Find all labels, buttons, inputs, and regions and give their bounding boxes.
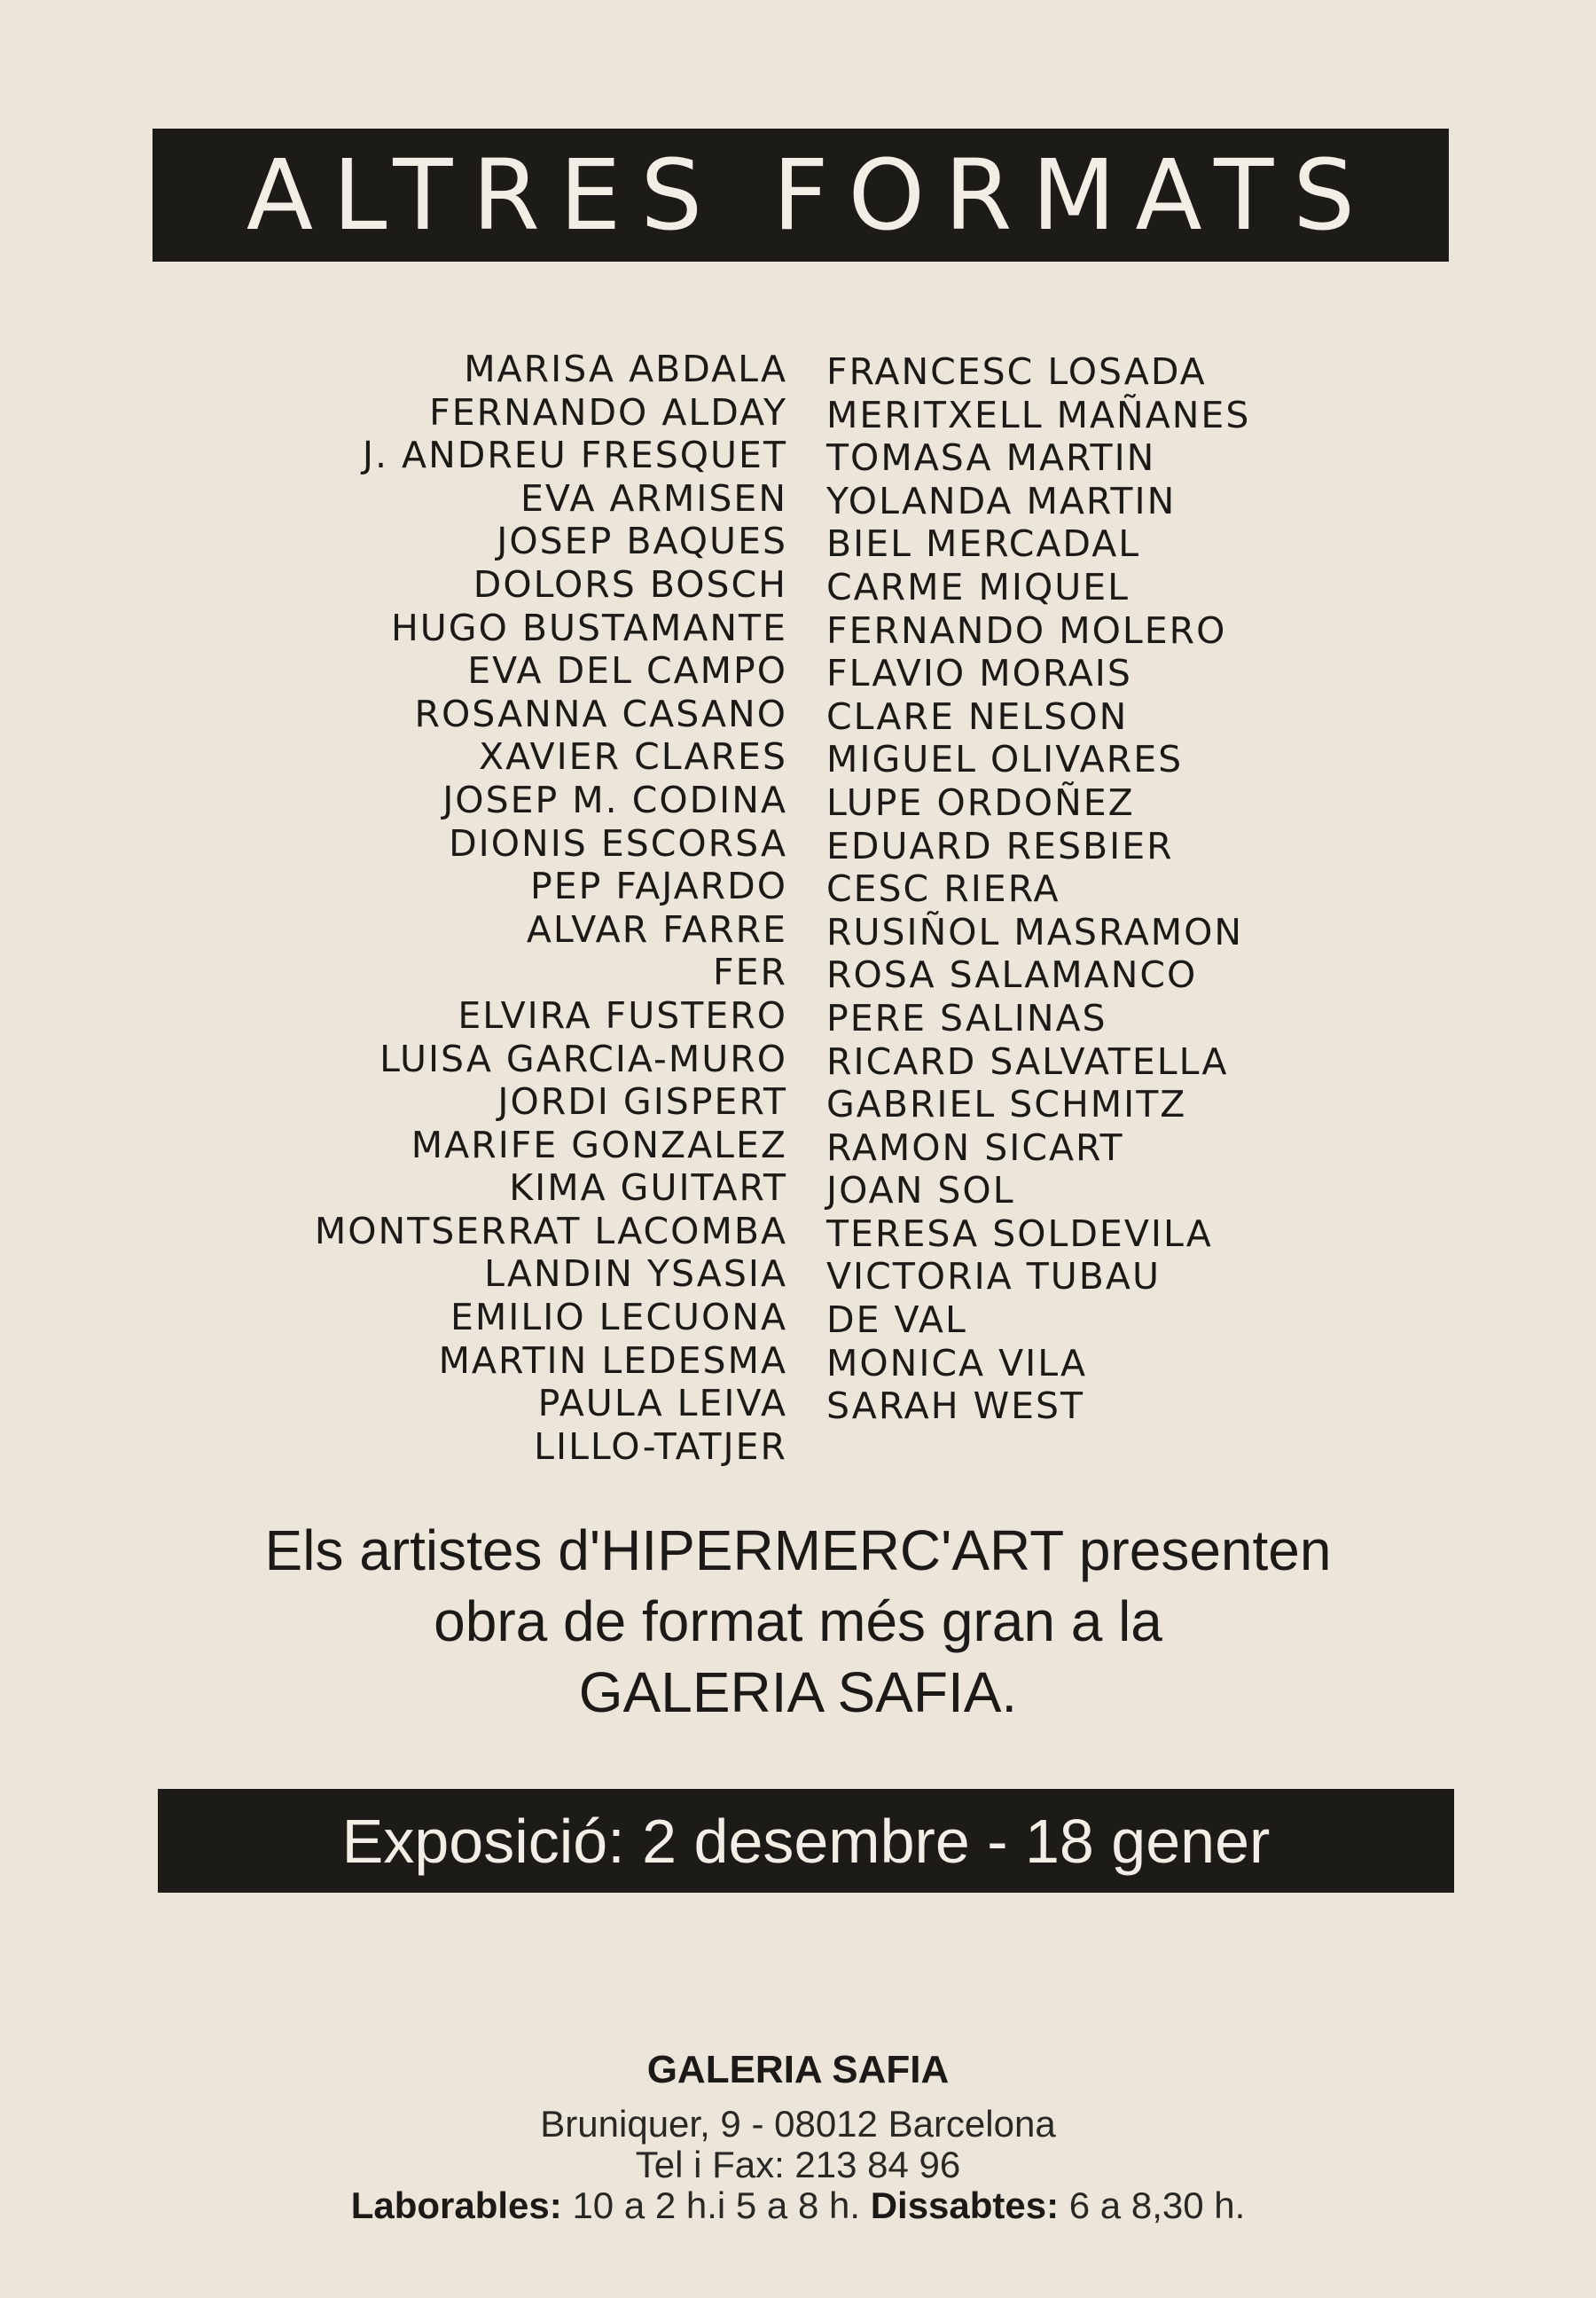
artist-name: SARAH WEST xyxy=(826,1384,1085,1428)
saturday-hours: 6 a 8,30 h. xyxy=(1068,2184,1246,2226)
artist-name: MIGUEL OLIVARES xyxy=(826,738,1184,781)
weekdays-label: Laborables: xyxy=(350,2184,562,2226)
artist-name: J. ANDREU FRESQUET xyxy=(362,434,787,477)
artist-name: JOSEP M. CODINA xyxy=(442,778,787,821)
intro-text xyxy=(89,1515,1507,1728)
artist-name: ROSANNA CASANO xyxy=(414,692,787,735)
artist-name: DE VAL xyxy=(826,1298,967,1342)
artist-name: VICTORIA TUBAU xyxy=(826,1255,1161,1298)
artist-name: PAULA LEIVA xyxy=(537,1382,787,1425)
artist-name: JOAN SOL xyxy=(826,1169,1015,1212)
exhibition-dates: Exposició: 2 desembre - 18 gener xyxy=(341,1806,1271,1876)
saturday-label: Dissabtes: xyxy=(870,2184,1060,2226)
artist-name: FERNANDO MOLERO xyxy=(826,608,1227,652)
artist-name: EVA DEL CAMPO xyxy=(467,649,787,693)
artist-name: TOMASA MARTIN xyxy=(826,436,1156,480)
artist-name: CARME MIQUEL xyxy=(826,565,1130,608)
artist-name: KIMA GUITART xyxy=(509,1166,787,1210)
artist-name: LUPE ORDOÑEZ xyxy=(826,780,1135,824)
artist-name: MARTIN LEDESMA xyxy=(438,1338,787,1382)
artist-name: FER xyxy=(713,951,787,994)
exhibition-banner xyxy=(158,1789,1454,1893)
artist-name: RICARD SALVATELLA xyxy=(826,1039,1229,1083)
artist-name: MERITXELL MAÑANES xyxy=(826,393,1251,436)
artist-name: CESC RIERA xyxy=(826,867,1060,911)
artist-name: EDUARD RESBIER xyxy=(826,824,1174,867)
artist-name: MARISA ABDALA xyxy=(464,348,787,390)
artist-name: HUGO BUSTAMANTE xyxy=(390,606,787,649)
artist-name: DIONIS ESCORSA xyxy=(449,821,787,865)
gallery-info xyxy=(89,2045,1507,2226)
gallery-address: Bruniquer, 9 - 08012 Barcelona xyxy=(540,2103,1056,2145)
artist-name: MARIFE GONZALEZ xyxy=(411,1123,787,1166)
artist-name: EVA ARMISEN xyxy=(520,476,787,520)
weekdays-hours: 10 a 2 h.i 5 a 8 h. xyxy=(572,2184,861,2226)
artist-name: PERE SALINAS xyxy=(826,996,1107,1039)
artist-name: RUSIÑOL MASRAMON xyxy=(826,910,1244,953)
artist-name: TERESA SOLDEVILA xyxy=(826,1212,1213,1255)
artist-name: ALVAR FARRE xyxy=(526,907,787,951)
gallery-name: GALERIA SAFIA xyxy=(646,2048,950,2091)
page-title: ALTRES FORMATS xyxy=(246,138,1375,252)
artist-name: XAVIER CLARES xyxy=(479,735,787,779)
artist-name: LILLO-TATJER xyxy=(534,1424,787,1468)
artist-name: JORDI GISPERT xyxy=(497,1080,787,1124)
artist-name: PEP FAJARDO xyxy=(529,865,787,908)
artist-list-right xyxy=(826,350,1250,1428)
artist-name: JOSEP BAQUES xyxy=(497,520,787,563)
artist-name: BIEL MERCADAL xyxy=(826,522,1141,566)
artist-name: GABRIEL SCHMITZ xyxy=(826,1083,1187,1126)
artist-name: LUISA GARCIA-MURO xyxy=(379,1037,787,1080)
artist-name: EMILIO LECUONA xyxy=(450,1296,787,1339)
artist-name: ROSA SALAMANCO xyxy=(826,953,1198,997)
artist-name: FERNANDO ALDAY xyxy=(429,390,787,434)
intro-line-1: Els artistes d'HIPERMERC'ART presenten xyxy=(264,1518,1332,1582)
intro-line-2: obra de format més gran a la xyxy=(434,1589,1162,1653)
opening-hours xyxy=(89,2185,1507,2226)
artist-name: DOLORS BOSCH xyxy=(473,562,787,606)
gallery-phone: Tel i Fax: 213 84 96 xyxy=(635,2144,961,2185)
artist-name: FRANCESC LOSADA xyxy=(826,350,1207,393)
artist-name: MONTSERRAT LACOMBA xyxy=(314,1209,787,1252)
artist-name: LANDIN YSASIA xyxy=(484,1252,787,1296)
artist-name: FLAVIO MORAIS xyxy=(826,652,1132,695)
artist-name: YOLANDA MARTIN xyxy=(826,479,1177,522)
artist-name: CLARE NELSON xyxy=(826,694,1129,738)
artist-name: ELVIRA FUSTERO xyxy=(458,993,787,1037)
artist-list-left xyxy=(315,348,787,1468)
artist-name: RAMON SICART xyxy=(826,1125,1124,1169)
title-banner xyxy=(153,129,1449,262)
intro-line-3: GALERIA SAFIA. xyxy=(578,1660,1018,1724)
artist-name: MONICA VILA xyxy=(826,1341,1088,1384)
